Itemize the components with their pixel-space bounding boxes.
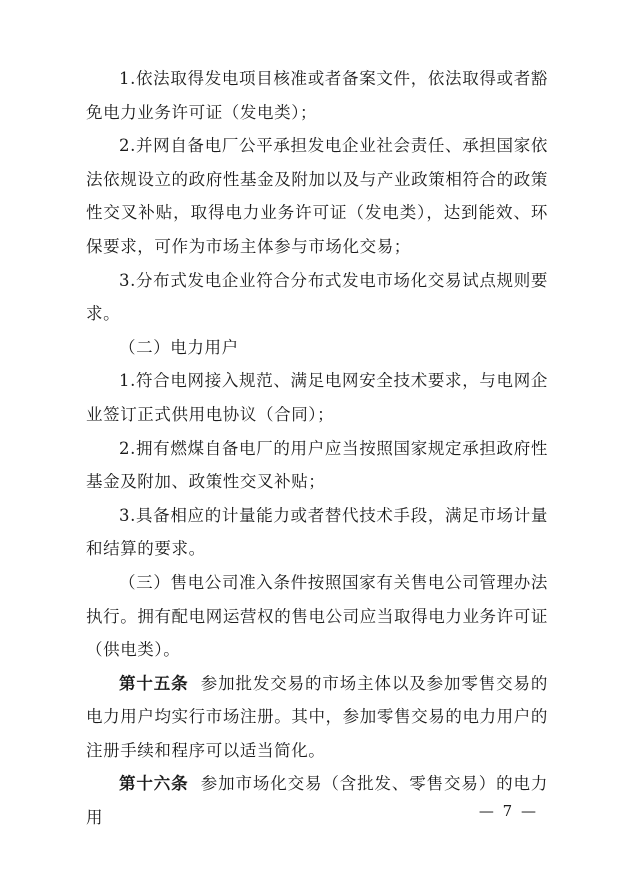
paragraph-text: 2.拥有燃煤自备电厂的用户应当按照国家规定承担政府性基金及附加、政策性交叉补贴； [86, 438, 548, 492]
article-number: 第十六条 [119, 774, 189, 794]
paragraph-text: 1.依法取得发电项目核准或者备案文件，依法取得或者豁免电力业务许可证（发电类）； [86, 69, 548, 122]
paragraph-text: 参加批发交易的市场主体以及参加零售交易的电力用户均实行市场注册。其中，参加零售交易的电力用户的注册手续和程序可以适当简化。 [86, 673, 549, 760]
section-heading-text: （二）电力用户 [119, 337, 239, 357]
document-body [86, 62, 548, 835]
paragraph-text: 参加市场化交易（含批发、零售交易）的电力用 [86, 774, 549, 828]
paragraph-text: 1.符合电网接入规范、满足电网安全技术要求，与电网企业签订正式供用电协议（合同）； [86, 371, 548, 424]
paragraph-user-item-2 [86, 432, 548, 499]
paragraph-text: （三）售电公司准入条件按照国家有关售电公司管理办法执行。拥有配电网运营权的售电公司应当取得电力业务许可证（供电类）。 [86, 572, 548, 660]
paragraph-text: 3.分布式发电企业符合分布式发电市场化交易试点规则要求。 [86, 270, 548, 324]
article-number: 第十五条 [119, 673, 189, 693]
section-heading-power-users [86, 331, 548, 365]
paragraph-generation-item-3 [86, 264, 548, 331]
paragraph-generation-item-2 [86, 129, 548, 263]
paragraph-text: 2.并网自备电厂公平承担发电企业社会责任、承担国家依法依规设立的政府性基金及附加以及与产业政策相符合的政策性交叉补贴，取得电力业务许可证（发电类），达到能效、环保要求，可作为市场主体参与市场化交易； [86, 136, 548, 256]
paragraph-retail-company [86, 566, 548, 667]
paragraph-user-item-3 [86, 499, 548, 566]
paragraph-text: 3.具备相应的计量能力或者替代技术手段，满足市场计量和结算的要求。 [86, 505, 548, 559]
paragraph-user-item-1 [86, 364, 548, 431]
paragraph-article-15 [86, 667, 548, 768]
page-number: — 7 — [478, 802, 538, 820]
paragraph-generation-item-1 [86, 62, 548, 129]
